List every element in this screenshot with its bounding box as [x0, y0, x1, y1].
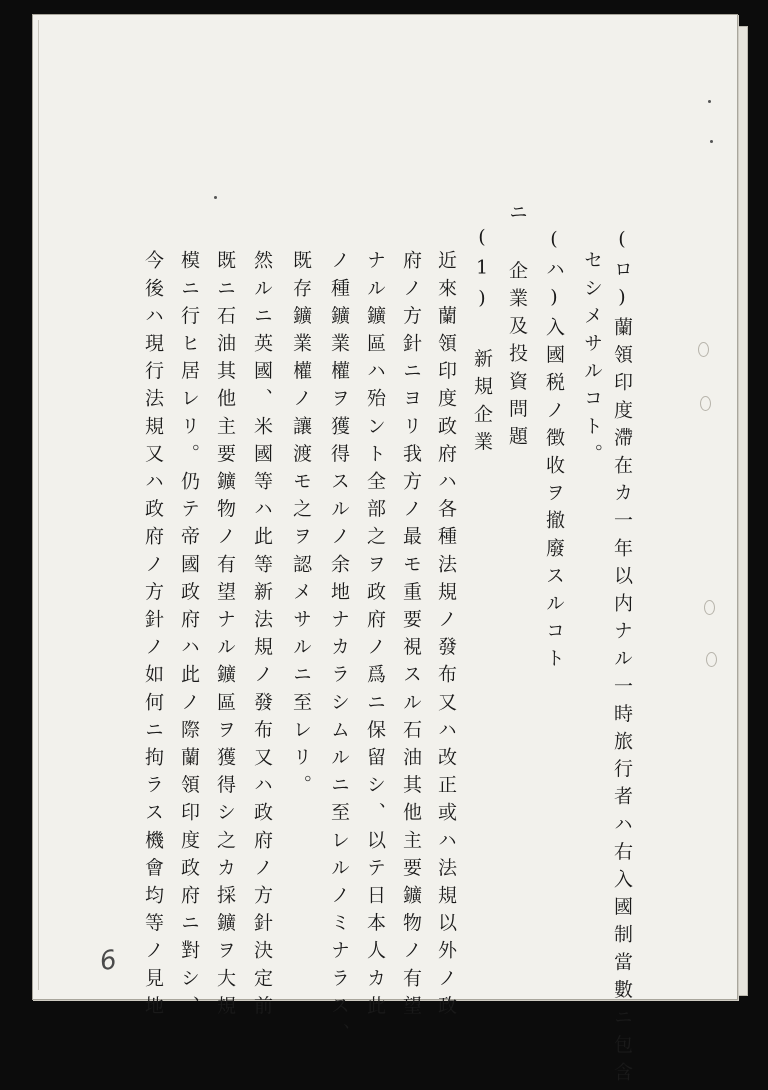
page-number: 6: [97, 944, 120, 978]
subsection-heading: (1) 新規企業: [471, 226, 493, 459]
text-column-9: ノ種鑛業權ヲ獲得スルノ余地ナカラシムルニ至レルノミナラス、: [328, 250, 350, 1051]
text-column-6: 近來蘭領印度政府ハ各種法規ノ發布又ハ改正或ハ法規以外ノ政: [435, 250, 457, 1023]
dust-speck: [710, 140, 713, 143]
page-edge-line: [38, 20, 39, 990]
text-column-12: 既ニ石油其他主要鑛物ノ有望ナル鑛區ヲ獲得シ之カ採鑛ヲ大規: [214, 250, 236, 1023]
text-column-1: (ロ)蘭領印度滯在カ一年以内ナル一時旅行者ハ右入國制當數ニ包含: [611, 228, 633, 1090]
text-column-8: ナル鑛區ハ殆ント全部之ヲ政府ノ爲ニ保留シ、以テ日本人カ此: [364, 250, 386, 1023]
text-column-13: 模ニ行ヒ居レリ。仍テ帝國政府ハ此ノ際蘭領印度政府ニ對シ、: [178, 250, 200, 1023]
text-column-10: 既存鑛業權ノ讓渡モ之ヲ認メサルニ至レリ。: [290, 250, 312, 802]
punch-hole: [698, 342, 709, 357]
text-column-2: セシメサルコト。: [581, 250, 603, 471]
punch-hole: [704, 600, 715, 615]
punch-hole: [706, 652, 717, 667]
section-heading: ニ 企業及投資問題: [506, 202, 528, 454]
text-column-11: 然ルニ英國、米國等ハ此等新法規ノ發布又ハ政府ノ方針決定前: [251, 250, 273, 1023]
text-column-14: 今後ハ現行法規又ハ政府ノ方針ノ如何ニ拘ラス機會均等ノ見地: [142, 250, 164, 1023]
dust-speck: [214, 196, 217, 199]
dust-speck: [708, 100, 711, 103]
text-column-3: (ハ)入國税ノ徴收ヲ撤廢スルコト: [543, 228, 565, 676]
punch-hole: [700, 396, 711, 411]
text-column-7: 府ノ方針ニヨリ我方ノ最モ重要視スル石油其他主要鑛物ノ有望: [400, 250, 422, 1023]
